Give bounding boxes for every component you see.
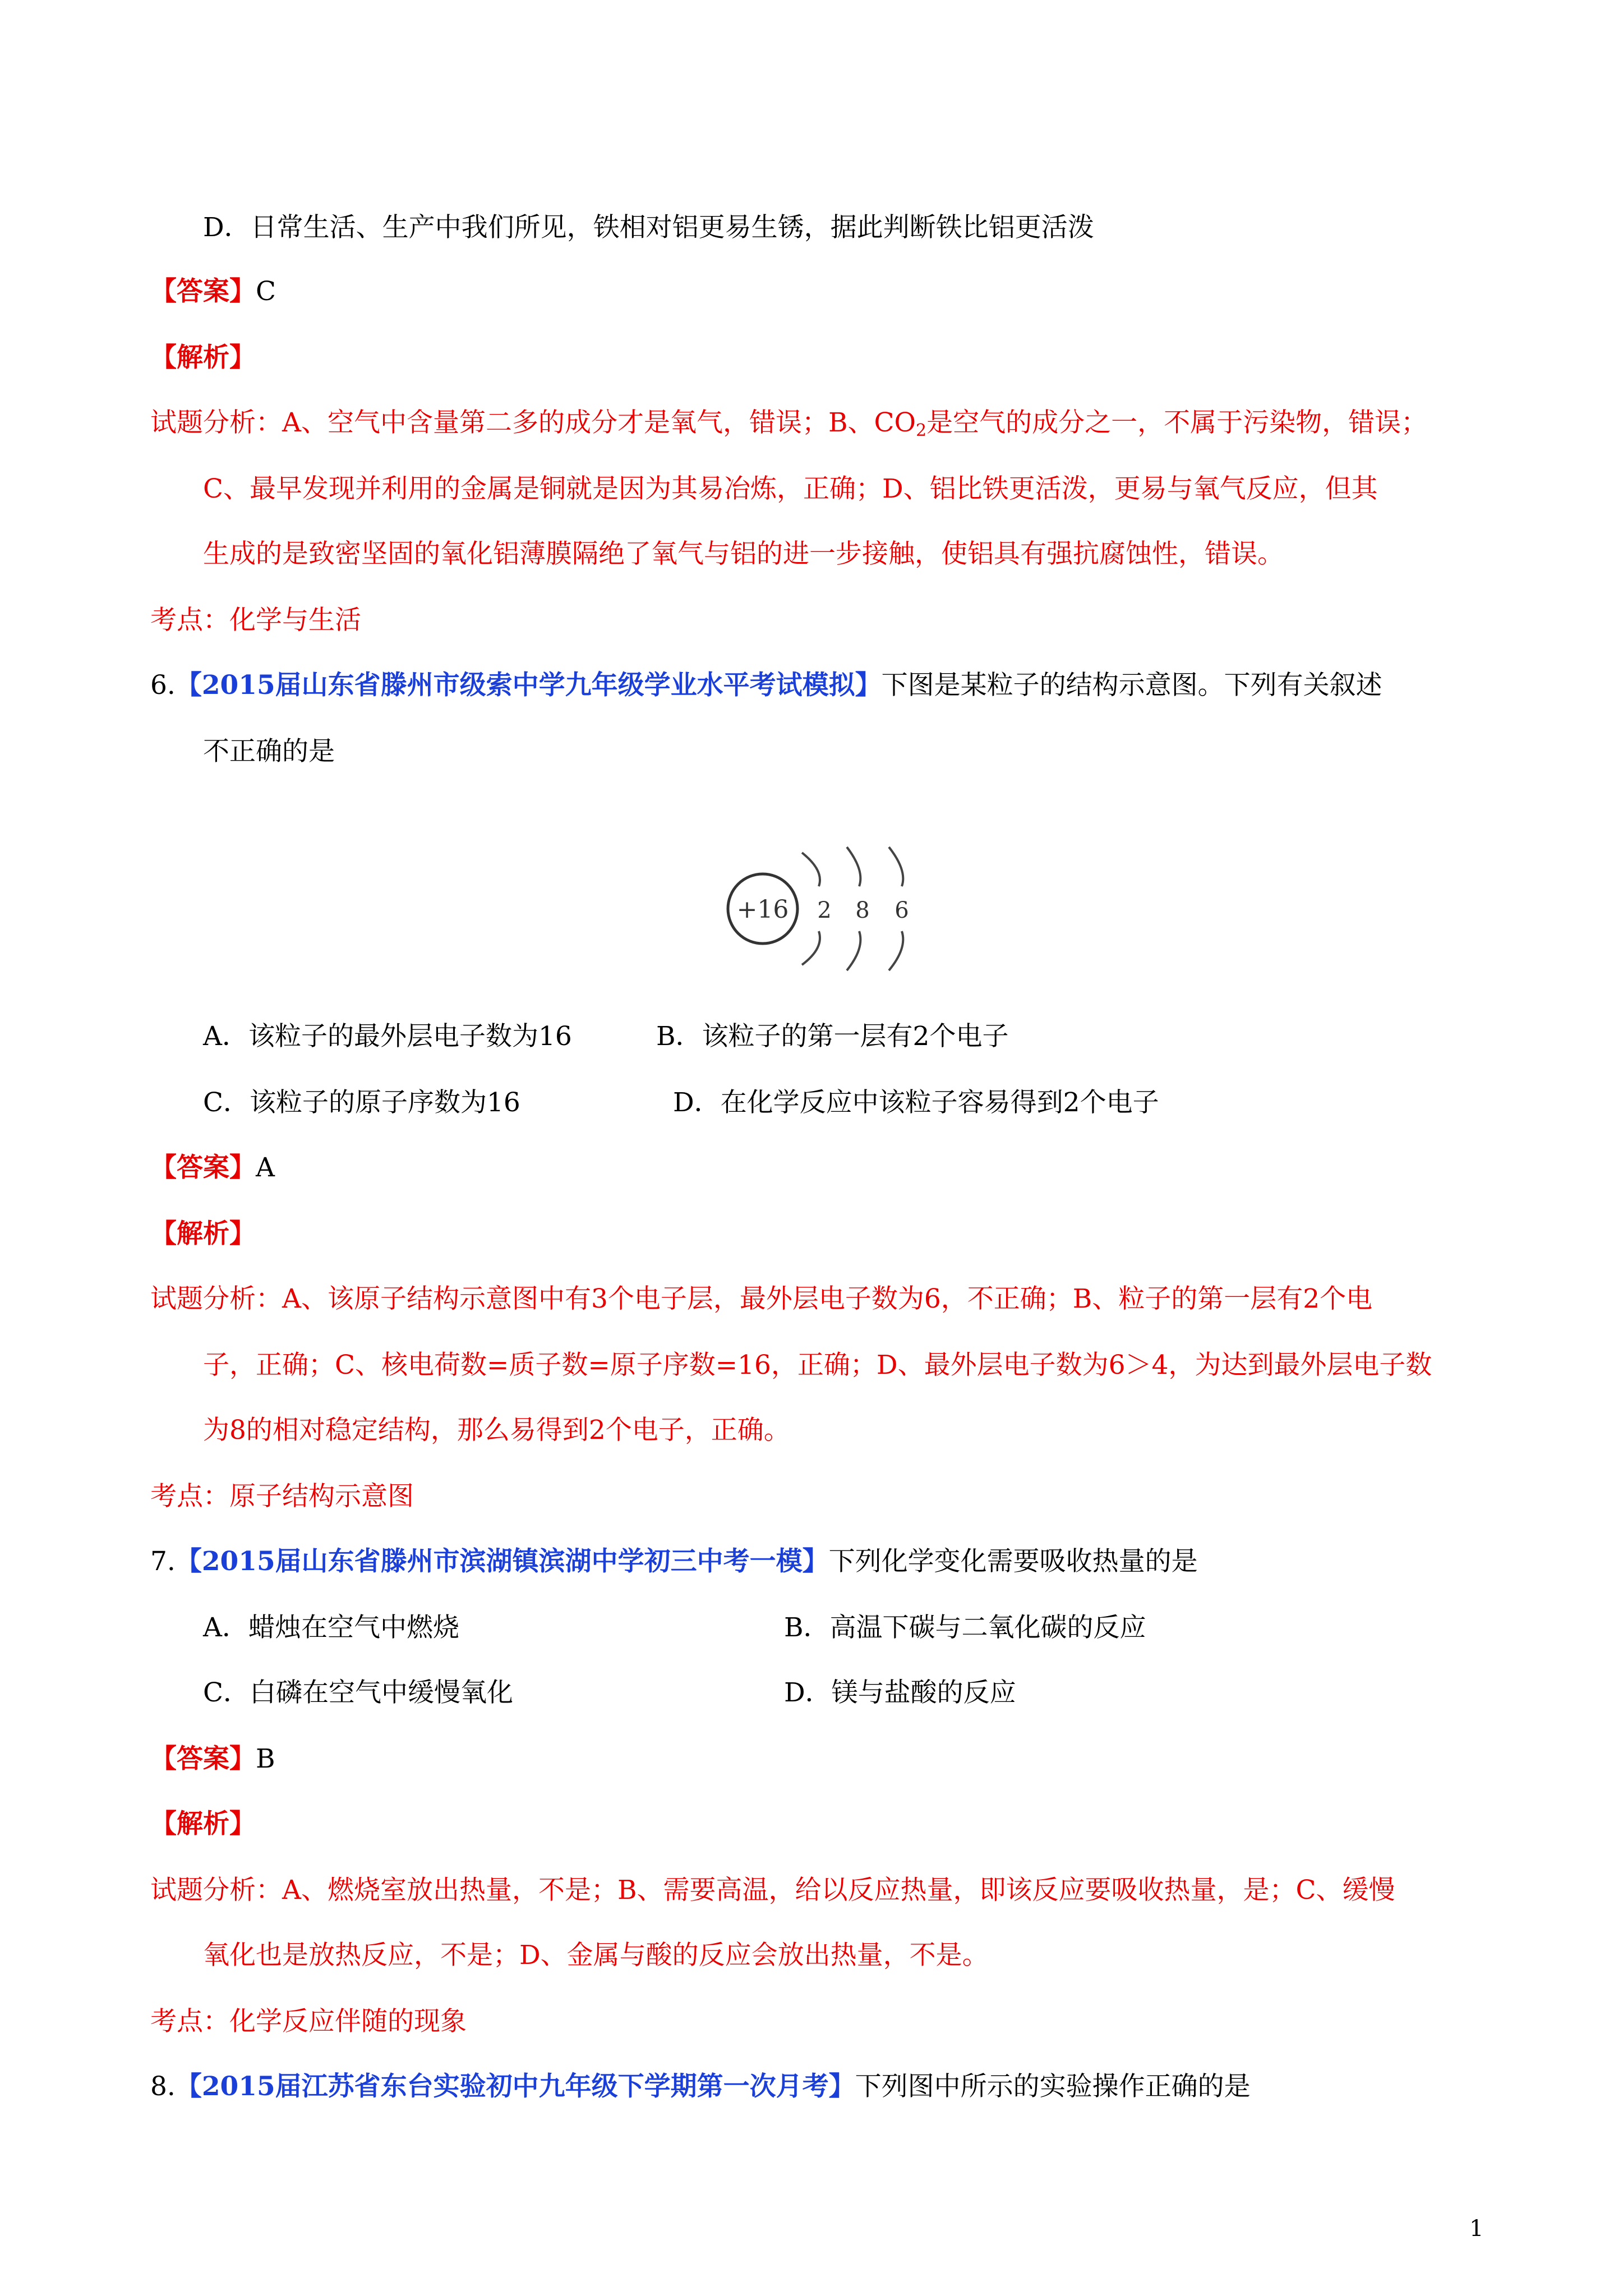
q6-kaodian: 考点：原子结构示意图 (150, 1481, 414, 1512)
shell-1-electrons: 2 (817, 898, 832, 923)
q5-analysis-line-1 (150, 406, 1427, 440)
analysis-text: 是空气的成分之一，不属于污染物，错误； (926, 407, 1428, 438)
q6-option-d: D．在化学反应中该粒子容易得到2个电子 (673, 1087, 1159, 1118)
question-stem: 下图是某粒子的结构示意图。下列有关叙述 (881, 670, 1382, 701)
question-number: 8. (150, 2071, 176, 2102)
shell-3-electrons: 6 (895, 898, 909, 923)
q6-stem-line-2: 不正确的是 (203, 736, 335, 767)
q6-analysis-line-2: 子，正确；C、核电荷数=质子数=原子序数=16，正确；D、最外层电子数为6＞4，为达到最外层电子数 (203, 1350, 1432, 1381)
q7-option-d: D．镁与盐酸的反应 (784, 1677, 1016, 1708)
atomic-structure-diagram (718, 836, 931, 982)
q6-analysis-label: 【解析】 (150, 1218, 256, 1249)
q5-option-d: D．日常生活、生产中我们所见，铁相对铝更易生锈，据此判断铁比铝更活泼 (203, 212, 1094, 243)
shell-arc-3-top (889, 847, 903, 886)
question-source: 【2015届山东省滕州市级索中学九年级学业水平考试模拟】 (175, 670, 882, 701)
q7-analysis-line-2: 氧化也是放热反应，不是；D、金属与酸的反应会放出热量，不是。 (203, 1940, 989, 1971)
q5-analysis-label: 【解析】 (150, 342, 256, 373)
shell-2-electrons: 8 (855, 898, 870, 923)
question-stem: 下列图中所示的实验操作正确的是 (855, 2071, 1251, 2102)
shell-arc-1-bottom (802, 931, 820, 965)
answer-value: C (256, 276, 276, 307)
q6-option-c: C．该粒子的原子序数为16 (203, 1087, 520, 1118)
shell-arc-2-top (847, 847, 860, 886)
q5-answer (150, 275, 276, 309)
q7-analysis-line-1: 试题分析：A、燃烧室放出热量，不是；B、需要高温，给以反应热量，即该反应要吸收热量，是；C、缓慢 (150, 1875, 1395, 1906)
q7-option-c: C．白磷在空气中缓慢氧化 (203, 1677, 513, 1708)
q5-analysis-line-2: C、最早发现并利用的金属是铜就是因为其易冶炼，正确；D、铝比铁更活泼，更易与氧气反应，但其 (203, 473, 1378, 504)
q7-option-a: A．蜡烛在空气中燃烧 (203, 1612, 459, 1643)
q7-stem (150, 1545, 1198, 1579)
page-number: 1 (1469, 2216, 1484, 2242)
question-source: 【2015届江苏省东台实验初中九年级下学期第一次月考】 (175, 2071, 855, 2102)
question-source: 【2015届山东省滕州市滨湖镇滨湖中学初三中考一模】 (175, 1546, 829, 1577)
q6-answer (150, 1151, 275, 1185)
answer-value: B (256, 1743, 275, 1774)
q7-option-b: B．高温下碳与二氧化碳的反应 (784, 1612, 1146, 1643)
q5-analysis-line-3: 生成的是致密坚固的氧化铝薄膜隔绝了氧气与铝的进一步接触，使铝具有强抗腐蚀性，错误。 (203, 539, 1284, 569)
q6-stem-line-1 (150, 669, 1382, 702)
subscript: 2 (915, 421, 927, 440)
shell-arc-3-bottom (889, 931, 903, 970)
analysis-text: 试题分析：A、空气中含量第二多的成分才是氧气，错误；B、CO (150, 407, 916, 438)
q6-analysis-line-3: 为8的相对稳定结构，那么易得到2个电子，正确。 (203, 1415, 790, 1446)
answer-label: 【答案】 (150, 1152, 256, 1183)
q6-option-b: B．该粒子的第一层有2个电子 (656, 1021, 1009, 1052)
q6-analysis-line-1: 试题分析：A、该原子结构示意图中有3个电子层，最外层电子数为6，不正确；B、粒子的第一层有2个电 (150, 1283, 1373, 1314)
nucleus-charge: +16 (736, 895, 789, 924)
q7-answer (150, 1742, 275, 1776)
answer-label: 【答案】 (150, 1743, 256, 1774)
question-stem: 下列化学变化需要吸收热量的是 (828, 1546, 1198, 1577)
answer-value: A (256, 1152, 275, 1183)
q8-stem (150, 2070, 1251, 2104)
answer-label: 【答案】 (150, 276, 256, 307)
q5-kaodian: 考点：化学与生活 (150, 605, 361, 636)
question-number: 7. (150, 1546, 176, 1577)
q7-analysis-label: 【解析】 (150, 1809, 256, 1839)
question-number: 6. (150, 670, 176, 701)
q7-kaodian: 考点：化学反应伴随的现象 (150, 2006, 467, 2037)
shell-arc-1-top (802, 853, 820, 886)
shell-arc-2-bottom (847, 931, 860, 970)
q6-option-a: A．该粒子的最外层电子数为16 (203, 1021, 572, 1052)
